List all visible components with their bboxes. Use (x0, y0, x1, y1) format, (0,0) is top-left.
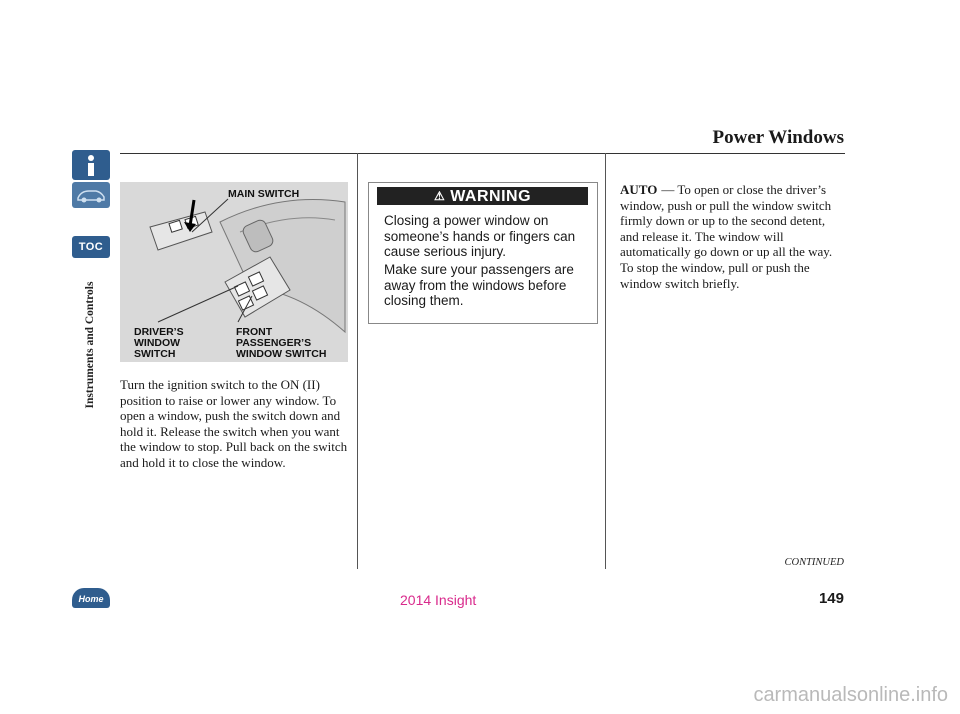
model-year-label: 2014 Insight (400, 592, 477, 608)
intro-paragraph: Turn the ignition switch to the ON (II) position to raise or lower any window. To open a window, push the switch down and hold it. Release the switch when you want the window to stop. Pull back on the switch and hold it to close the window. (120, 377, 348, 470)
auto-label: AUTO (620, 182, 658, 197)
warning-box (368, 182, 598, 324)
warning-paragraph-1: Closing a power window on someone’s hands or fingers can cause serious injury. (384, 213, 576, 259)
toc-button[interactable]: TOC (72, 236, 110, 258)
vehicle-tab[interactable] (72, 182, 110, 208)
page-number: 149 (818, 590, 844, 607)
warning-paragraph-2: Make sure your passengers are away from the windows before closing them. (384, 262, 574, 308)
home-button[interactable]: Home (72, 588, 110, 608)
info-tab[interactable] (72, 150, 110, 180)
window-switch-illustration (120, 182, 348, 362)
column-divider-left (357, 153, 358, 569)
section-label: Instruments and Controls (84, 281, 96, 409)
continued-label: CONTINUED (784, 557, 844, 568)
column-divider-right (605, 153, 606, 569)
page-title: Power Windows (712, 127, 844, 148)
info-icon (72, 150, 110, 180)
passenger-window-switch-label: FRONT PASSENGER’S WINDOW SWITCH (236, 326, 327, 360)
watermark-logo: carmanualsonline.info (753, 684, 948, 706)
main-switch-label: MAIN SWITCH (228, 188, 300, 200)
warning-heading: WARNING (450, 188, 532, 205)
auto-paragraph (620, 182, 845, 291)
warning-triangle-icon: ⚠ (433, 189, 446, 203)
auto-text: — To open or close the driver’s window, push or pull the window switch firmly down or up to the second detent, and release it. The window will automatically go down or up all the way. To stop the window, pull or push the window switch briefly. (620, 182, 833, 291)
car-icon (72, 182, 110, 208)
warning-header (377, 187, 588, 205)
driver-window-switch-label: DRIVER’S WINDOW SWITCH (134, 326, 184, 360)
header-divider (120, 153, 845, 154)
